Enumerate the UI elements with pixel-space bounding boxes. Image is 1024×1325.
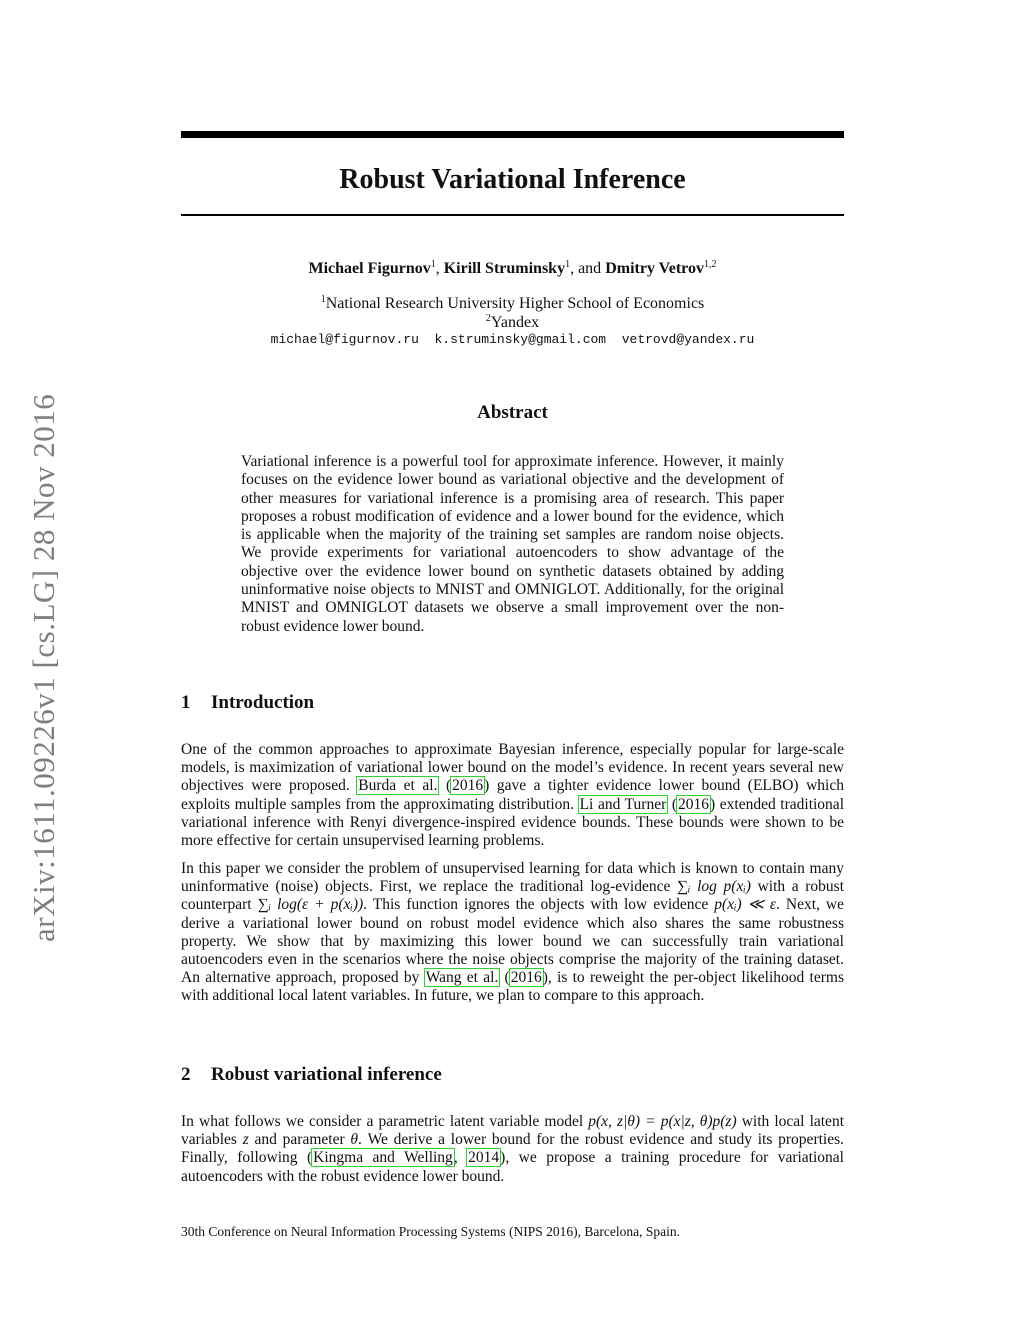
title-bottom-rule xyxy=(181,214,844,216)
paragraph: In what follows we consider a parametric latent variable model p(x, z|θ) = p(x|z, θ)p(z) with local latent variables z and parameter θ. We derive a lower bound for the robust evidence and study its properties. Finally, following (Kingma and Welling, 2014), we propose a training procedure for variational autoencoders with the robust evidence lower bound. xyxy=(181,1113,844,1185)
affiliation: $^2$Yandex xyxy=(485,313,540,331)
arxiv-stamp: arXiv:1611.09226v1 [cs.LG] 28 Nov 2016 xyxy=(26,393,61,942)
author-affil-sup: 1 xyxy=(430,259,436,270)
citation-link[interactable]: Kingma and Welling xyxy=(313,1149,453,1167)
math-expression: p(x, z|θ) = p(x|z, θ)p(z) xyxy=(588,1113,737,1130)
section-number: 2 xyxy=(181,1064,191,1085)
paper-title: Robust Variational Inference xyxy=(339,164,686,195)
author-affil-sup: 1,2 xyxy=(703,259,717,270)
math-expression: ∑ᵢ log p(xᵢ) xyxy=(677,878,751,896)
section-heading xyxy=(181,1063,844,1087)
math-expression: θ xyxy=(350,1131,359,1149)
citation-link[interactable]: Wang et al. xyxy=(425,969,499,987)
citation-link[interactable]: Li and Turner xyxy=(579,795,667,813)
math-expression: ∑ᵢ log(ε + p(xᵢ)) xyxy=(257,896,364,914)
abstract-heading: Abstract xyxy=(477,402,548,423)
author-list: Michael Figurnov$^1$, Kirill Struminsky$^1$, and Dmitry Vetrov$^{1,2}$ xyxy=(308,259,717,277)
title-top-rule xyxy=(181,131,844,138)
conference-footnote: 30th Conference on Neural Information Processing Systems (NIPS 2016), Barcelona, Spain. xyxy=(181,1224,681,1239)
author-name: Dmitry Vetrov xyxy=(605,260,704,277)
paragraph: One of the common approaches to approximate Bayesian inference, especially popular for large-scale models, is maximization of variational lower bound on the model’s evidence. In recent years several new objectives were proposed. Burda et al. (2016) gave a tighter evidence lower bound (ELBO) which exploits multiple samples from the approximating distribution. Li and Turner (2016) extended traditional variational inference with Renyi divergence-inspired evidence bounds. These bounds were shown to be more effective for certain unsupervised learning problems. xyxy=(181,741,844,850)
citation-year-link[interactable]: 2016 xyxy=(452,777,484,795)
affiliation: $^1$National Research University Higher School of Economics xyxy=(320,294,705,312)
section-title: Introduction xyxy=(211,692,315,713)
paragraph: In this paper we consider the problem of unsupervised learning for data which is known to contain many uninformative (noise) objects. First, we replace the traditional log-evidence ∑ᵢ log p(xᵢ) with a robust counterpart ∑ᵢ log(ε + p(xᵢ)). This function ignores the objects with low evidence p(xᵢ) ≪ ε. Next, we derive a variational lower bound on robust model evidence which also shares the same robustness property. We show that by maximizing this lower bound we can successfully train variational autoencoders even in the scenarios where the noise objects comprise the majority of the training dataset. An alternative approach, proposed by Wang et al. (2016), is to reweight the per-object likelihood terms with additional local latent variables. In future, we plan to compare to this approach. xyxy=(181,860,844,1005)
section-heading xyxy=(181,691,844,715)
citation-year-link[interactable]: 2014 xyxy=(468,1149,500,1167)
abstract-text: Variational inference is a powerful tool for approximate inference. However, it mainly focuses on the evidence lower bound as variational objective and the development of other measures for variational inference is a promising area of research. This paper proposes a robust modification of evidence and a lower bound for the evidence, which is applicable when the majority of the training set samples are random noise objects. We provide experiments for variational autoencoders to show advantage of the objective over the evidence lower bound on synthetic datasets obtained by adding uninformative noise objects to MNIST and OMNIGLOT. Additionally, for the original MNIST and OMNIGLOT datasets we observe a small improvement over the non-robust evidence lower bound. xyxy=(241,453,784,635)
author-name: Michael Figurnov xyxy=(308,260,431,277)
author-affil-sup: 1 xyxy=(565,259,571,270)
citation-link[interactable]: Burda et al. xyxy=(358,777,438,795)
section-title: Robust variational inference xyxy=(211,1064,442,1085)
math-expression: p(xᵢ) ≪ ε xyxy=(714,896,777,914)
citation-year-link[interactable]: 2016 xyxy=(510,969,542,987)
author-name: Kirill Struminsky xyxy=(443,260,566,277)
author-emails: michael@figurnov.ru k.struminsky@gmail.com vetrovd@yandex.ru xyxy=(270,332,755,347)
section-number: 1 xyxy=(181,692,191,713)
citation-year-link[interactable]: 2016 xyxy=(678,795,710,813)
math-expression: z xyxy=(242,1131,249,1149)
